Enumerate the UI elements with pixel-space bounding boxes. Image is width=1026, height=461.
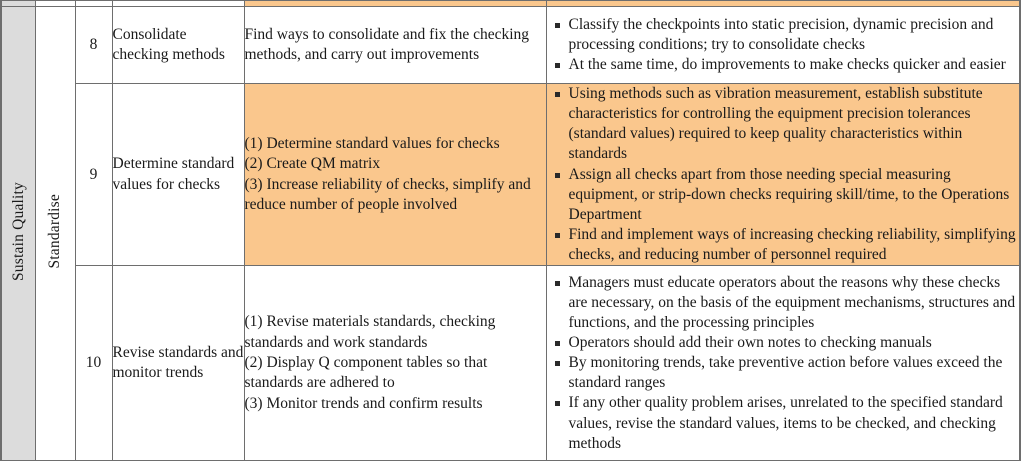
list-item: Managers must educate operators about the reasons why these checks are necessary, on the basis of the equipment mechanisms, structures and functions, and the processing principles (569, 273, 1020, 333)
phase-label: Standardise (46, 193, 64, 269)
pillar-cell-sustain-quality (1, 7, 35, 461)
notes-bullet-list (547, 15, 1020, 75)
table-row (1, 84, 1020, 266)
step-title: Determine standard values for checks (112, 84, 244, 266)
notes-bullet-list (547, 84, 1020, 265)
list-item: At the same time, do improvements to make checks quicker and easier (569, 55, 1020, 75)
step-detail (244, 84, 546, 266)
step-detail (244, 266, 546, 461)
notes-bullet-list (547, 273, 1020, 454)
list-item: Classify the checkpoints into static precision, dynamic precision and processing conditions; try to consolidate checks (569, 15, 1020, 55)
step-notes (546, 266, 1020, 461)
detail-line-list (245, 25, 546, 66)
detail-line-list (245, 312, 546, 414)
pillar-label: Sustain Quality (9, 181, 27, 281)
step-notes (546, 7, 1020, 84)
detail-line: (3) Increase reliability of checks, simplify and reduce number of people involved (244, 175, 531, 214)
detail-line: (2) Create QM matrix (244, 155, 381, 173)
row-number: 8 (75, 7, 112, 84)
row-number: 9 (75, 84, 112, 266)
phase-cell-standardise (35, 7, 75, 461)
list-item: Using methods such as vibration measurement, establish substitute characteristics for controlling the equipment precision tolerances (standard values) required to keep quality characteristics within standards (569, 84, 1020, 165)
table-row (1, 266, 1020, 461)
list-item: Operators should add their own notes to checking manuals (569, 333, 1020, 353)
detail-line: (1) Revise materials standards, checking standards and work standards (244, 313, 496, 351)
step-title: Consolidate checking methods (112, 7, 244, 84)
list-item: By monitoring trends, take preventive action before values exceed the standard ranges (569, 353, 1020, 393)
list-item: Assign all checks apart from those needing special measuring equipment, or strip-down checks requiring skill/time, to the Operations Department (569, 165, 1020, 225)
detail-line: (2) Display Q component tables so that standards are adhered to (244, 354, 488, 392)
list-item: Find and implement ways of increasing checking reliability, simplifying checks, and reducing number of personnel required (569, 225, 1020, 265)
detail-line: (3) Monitor trends and confirm results (244, 394, 483, 412)
step-title: Revise standards and monitor trends (112, 266, 244, 461)
list-item: If any other quality problem arises, unrelated to the specified standard values, revise the standard values, items to be checked, and checking methods (569, 393, 1020, 453)
detail-line: (1) Determine standard values for checks (244, 134, 500, 152)
step-notes (546, 84, 1020, 266)
detail-line-list (245, 134, 546, 216)
table-row (1, 7, 1020, 84)
row-number: 10 (75, 266, 112, 461)
detail-line: Find ways to consolidate and fix the checking methods, and carry out improvements (244, 25, 530, 63)
step-detail (244, 7, 546, 84)
